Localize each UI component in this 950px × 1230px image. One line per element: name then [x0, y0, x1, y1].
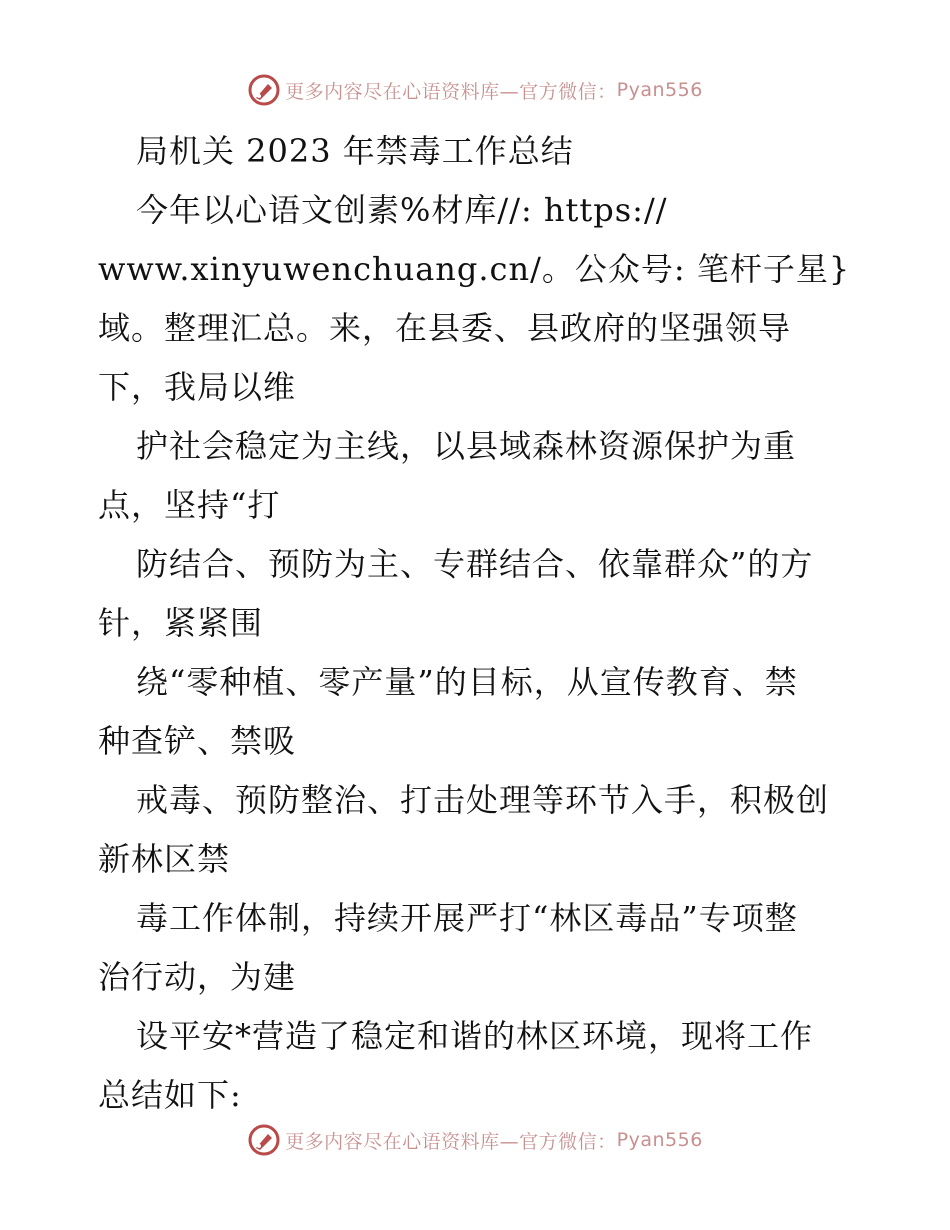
text-line: 设平安*营造了稳定和谐的林区环境，现将工作: [136, 1017, 814, 1055]
banner-text: 更多内容尽在心语资料库—官方微信：: [285, 1130, 617, 1153]
text-line: 治行动，为建: [98, 958, 297, 996]
banner-wechat-id: Pyan556: [616, 1129, 703, 1151]
text-line: 新林区禁: [98, 840, 231, 878]
text-line: 总结如下:: [98, 1076, 242, 1114]
banner-text: 更多内容尽在心语资料库—官方微信：: [285, 80, 617, 103]
document-title: 局机关 2023 年禁毒工作总结: [136, 132, 574, 170]
banner-wechat-id: Pyan556: [616, 79, 703, 101]
pen-nib-logo-icon: [247, 1123, 281, 1157]
footer-banner: [0, 1120, 950, 1160]
text-line: 戒毒、预防整治、打击处理等环节入手，积极创: [136, 781, 830, 819]
header-banner: [0, 70, 950, 110]
text-line: 毒工作体制，持续开展严打“林区毒品”专项整: [136, 899, 798, 937]
text-line: 域。整理汇总。来，在县委、县政府的坚强领导: [98, 309, 792, 347]
text-line: 下，我局以维: [98, 368, 297, 406]
text-line: 护社会稳定为主线，以县域森林资源保护为重: [136, 427, 797, 465]
text-line: 针，紧紧围: [98, 604, 264, 642]
text-line: 绕“零种植、零产量”的目标，从宣传教育、禁: [136, 663, 798, 701]
document-body: [98, 122, 858, 1125]
text-line: 防结合、预防为主、专群结合、依靠群众”的方: [136, 545, 814, 583]
pen-nib-logo-icon: [247, 73, 281, 107]
text-line: 点，坚持“打: [98, 486, 281, 524]
text-line: www.xinyuwenchuang.cn/。公众号: 笔杆子星}: [98, 250, 851, 288]
text-line: 今年以心语文创素%材库//: https://: [136, 191, 668, 229]
text-line: 种查铲、禁吸: [98, 722, 297, 760]
